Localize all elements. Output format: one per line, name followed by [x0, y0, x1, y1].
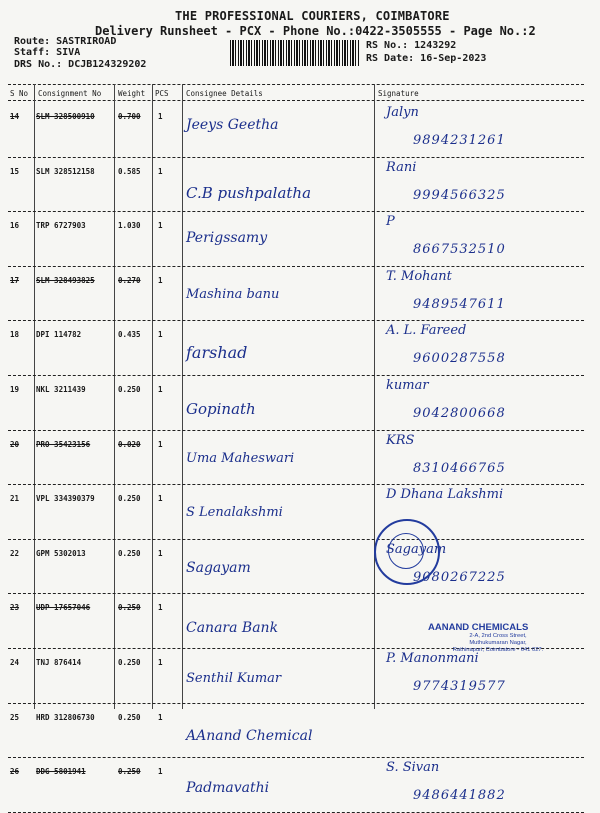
col-header-consignment: Consignment No [38, 89, 102, 98]
consignment-number: DPI 114782 [36, 330, 82, 340]
row-weight: 0.250 [118, 548, 141, 558]
receiver-phone: 8310466765 [413, 460, 506, 476]
receiver-phone: 9486441882 [413, 788, 506, 804]
table-row [8, 212, 584, 267]
consignee-name: Mashina banu [186, 286, 280, 302]
row-pieces: 1 [158, 275, 163, 285]
row-weight: 0.700 [118, 112, 141, 121]
row-serial-number: 19 [10, 385, 20, 394]
stamp-company-name: AANAND CHEMICALS [428, 622, 529, 633]
receiver-phone: 9774319577 [413, 679, 506, 694]
row-pieces: 1 [158, 767, 163, 777]
row-serial-number: 24 [10, 658, 20, 667]
consignment-number: TRP 6727903 [36, 221, 86, 231]
col-header-consignee: Consignee Details [186, 89, 263, 98]
row-serial-number: 14 [10, 112, 20, 121]
row-serial-number: 21 [10, 494, 20, 504]
consignee-name: S Lenalakshmi [186, 505, 283, 521]
consignee-name: Canara Bank [186, 620, 279, 637]
bank-seal-stamp [374, 519, 440, 585]
row-serial-number: 25 [10, 712, 20, 722]
consignment-number: SLM 328512158 [36, 166, 95, 176]
row-serial-number: 18 [10, 330, 20, 340]
rs-number: RS No.: 1243292 [366, 40, 457, 51]
consignment-number: HRD 312806730 [36, 712, 95, 722]
signature: kumar [386, 378, 429, 393]
runsheet-title: Delivery Runsheet - PCX - Phone No.:0422-3505555 - Page No.:2 [95, 24, 536, 38]
signature: P. Manonmani [386, 651, 479, 666]
row-serial-number: 20 [10, 439, 20, 449]
row-pieces: 1 [158, 494, 163, 504]
row-pieces: 1 [158, 548, 163, 558]
signature: Sagayam [386, 541, 447, 557]
row-weight: 0.250 [118, 767, 141, 777]
signature: T. Mohant [386, 268, 452, 284]
table-row [8, 267, 584, 322]
row-weight: 0.250 [118, 603, 141, 613]
consignment-number: VPL 334390379 [36, 494, 95, 504]
receiver-phone: 9894231261 [413, 133, 506, 148]
col-header-sno: S No [10, 89, 29, 98]
col-header-signature: Signature [378, 89, 419, 98]
header-divider-bottom [8, 100, 584, 101]
consignment-number: UDP 17657046 [36, 603, 91, 613]
row-pieces: 1 [158, 658, 163, 667]
receiver-phone: 8667532510 [413, 242, 506, 258]
consignee-name: Padmavathi [186, 780, 270, 797]
signature: Rani [386, 159, 417, 175]
table-row [8, 158, 584, 213]
signature: Jalyn [386, 105, 419, 120]
table-row [8, 485, 584, 540]
row-pieces: 1 [158, 385, 163, 394]
consignee-name: Gopinath [186, 400, 256, 418]
signature: A. L. Fareed [386, 323, 467, 339]
table-row [8, 431, 584, 486]
row-weight: 0.270 [118, 275, 141, 285]
row-pieces: 1 [158, 112, 163, 121]
rs-date: RS Date: 16-Sep-2023 [366, 53, 487, 64]
table-row [8, 321, 584, 376]
col-header-pcs: PCS [155, 89, 169, 98]
staff-label: Staff: SIVA [14, 47, 81, 58]
consignment-number: NKL 3211439 [36, 385, 86, 394]
row-serial-number: 22 [10, 548, 20, 558]
consignee-name: C.B pushpalatha [186, 183, 312, 202]
consignment-number: TNJ 876414 [36, 658, 82, 667]
consignee-name: Jeeys Geetha [186, 117, 279, 133]
row-pieces: 1 [158, 221, 163, 231]
row-serial-number: 26 [10, 767, 20, 777]
barcode [230, 40, 360, 66]
row-pieces: 1 [158, 439, 163, 449]
row-pieces: 1 [158, 330, 163, 340]
row-pieces: 1 [158, 603, 163, 613]
row-weight: 0.020 [118, 439, 141, 449]
row-weight: 0.250 [118, 658, 141, 667]
row-pieces: 1 [158, 166, 163, 176]
stamp-address-line: Muthukumaran Nagar, [469, 640, 527, 646]
table-row [8, 540, 584, 595]
col-header-weight: Weight [118, 89, 146, 98]
receiver-phone: 9080267225 [413, 569, 506, 585]
receiver-phone: 9994566325 [413, 187, 506, 203]
consignee-name: Perigssamy [186, 230, 268, 247]
consignment-number: GPM 5302013 [36, 548, 86, 558]
signature: P [386, 214, 395, 230]
company-stamp [428, 622, 568, 654]
consignee-name: farshad [186, 343, 248, 363]
row-pieces: 1 [158, 712, 163, 722]
row-weight: 1.030 [118, 221, 141, 231]
consignment-number: PRO 35423156 [36, 439, 91, 449]
row-weight: 0.585 [118, 166, 141, 176]
consignment-number: DDG 5801941 [36, 767, 86, 777]
row-weight: 0.250 [118, 494, 141, 504]
signature: KRS [386, 432, 415, 448]
consignee-name: AAnand Chemical [186, 727, 313, 744]
table-row [8, 103, 584, 158]
receiver-phone: 9489547611 [413, 296, 506, 312]
row-weight: 0.250 [118, 385, 141, 394]
row-serial-number: 17 [10, 275, 20, 285]
table-row [8, 704, 584, 759]
table-row [8, 758, 584, 813]
consignee-name: Uma Maheswari [186, 450, 295, 466]
header-divider-top [8, 84, 584, 85]
row-serial-number: 15 [10, 166, 20, 176]
route-label: Route: SASTRIROAD [14, 36, 117, 47]
table-row [8, 649, 584, 704]
consignee-name: Sagayam [186, 559, 251, 576]
drs-number: DRS No.: DCJB124329202 [14, 59, 147, 70]
company-name: THE PROFESSIONAL COURIERS, COIMBATORE [175, 9, 450, 23]
runsheet-header [0, 0, 600, 90]
stamp-address-line: Rathinapuri, Coimbatore - 641 027. [452, 647, 544, 653]
table-row [8, 376, 584, 431]
row-weight: 0.250 [118, 712, 141, 722]
receiver-phone: 9042800668 [413, 406, 506, 421]
receiver-phone: 9600287558 [413, 351, 506, 367]
row-serial-number: 16 [10, 221, 20, 231]
consignee-name: Senthil Kumar [186, 671, 282, 686]
consignment-number: SLM 328493825 [36, 275, 95, 285]
signature: D Dhana Lakshmi [386, 487, 504, 503]
consignment-number: SLM 328500910 [36, 112, 95, 121]
row-serial-number: 23 [10, 603, 20, 613]
signature: S. Sivan [386, 760, 440, 776]
stamp-address-line: 2-A, 2nd Cross Street, [469, 633, 527, 639]
row-weight: 0.435 [118, 330, 141, 340]
